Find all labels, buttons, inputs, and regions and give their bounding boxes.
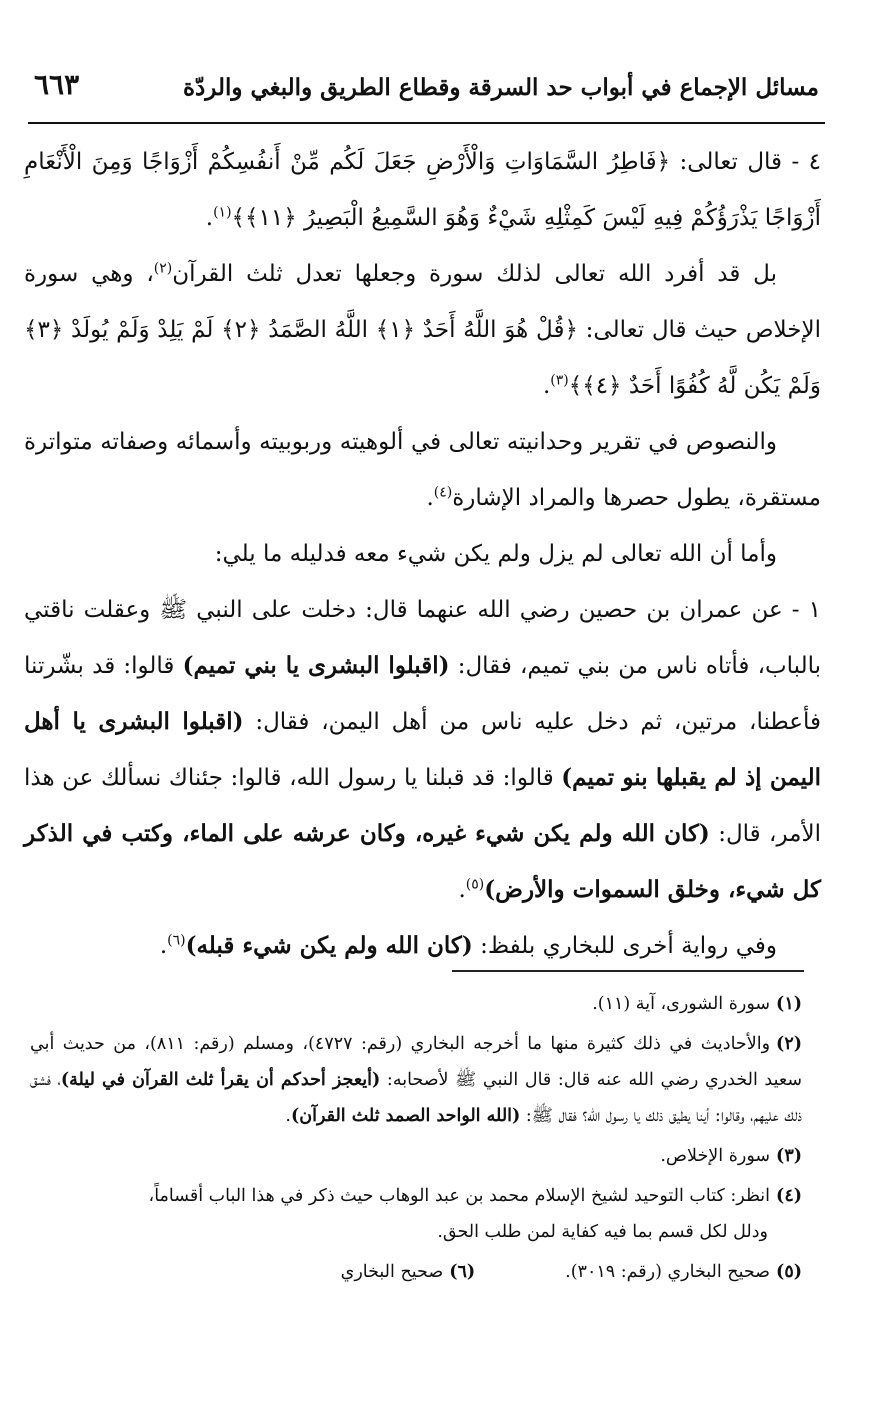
- hadith-text-a: ١ - عن عمران بن حصين رضي الله عنهما قال: دخلت على النبي ﷺ وعقلت ناقتي بالباب، فأتاه ناس من بني تميم، فقال:: [24, 597, 822, 679]
- footnote-6-text: صحيح البخاري: [340, 1262, 444, 1282]
- footnote-ref-5: (٥): [465, 876, 485, 893]
- footnote-5-6-row: [30, 1254, 802, 1290]
- footnote-1: [30, 986, 802, 1022]
- narration-quote: (كان الله ولم يكن شيء قبله): [185, 932, 473, 959]
- footnote-2-text-e: .: [285, 1106, 291, 1126]
- hadith-quote-yemen: (اقبلوا البشرى يا أهل اليمن إذ لم يقبلها بنو تميم): [24, 708, 821, 791]
- paragraph-hadith-imran: ١ - عن عمران بن حصين رضي الله عنهما قال: دخلت على النبي ﷺ وعقلت ناقتي بالباب، فأتاه ناس من بني تميم، فقال: (اقبلوا البشرى يا بني تميم) قالوا: قد بشّرتنا فأعطنا، مرتين، ثم دخل عليه ناس من أهل اليمن، فقال: (اقبلوا البشرى يا أهل اليمن إذ لم يقبلها بنو تميم) قالوا: قد قبلنا يا رسول الله، قالوا: جئناك نسألك عن هذا الأمر، قال: (كان الله ولم يكن شيء غيره، وكان عرشه على الماء، وكتب في الذكر كل شيء، وخلق السموات والأرض)$^{(٥)}$.: [24, 597, 822, 903]
- footnote-2-quote-b: (الله الواحد الصمد ثلث القرآن): [290, 1106, 521, 1126]
- paragraph-other-narration: وفي رواية أخرى للبخاري بلفظ: (كان الله ولم يكن شيء قبله)$^{(٦)}$.: [159, 932, 777, 959]
- footnotes: [30, 986, 802, 1294]
- texts-sentence: والنصوص في تقرير وحدانيته تعالى في ألوهيته وربوبيته وأسمائه وصفاته متواترة مستقرة، يطول حصرها والمراد الإشارة: [24, 429, 821, 511]
- footnote-3-text: سورة الإخلاص.: [660, 1146, 771, 1166]
- footnote-5-number: (٥): [776, 1262, 802, 1282]
- footnote-4-text-a: انظر: كتاب التوحيد لشيخ الإسلام محمد بن عبد الوهاب حيث ذكر في هذا الباب أقساماً،: [148, 1186, 771, 1206]
- footnote-3-number: (٣): [776, 1146, 802, 1166]
- item-4-intro: ٤ - قال تعالى:: [670, 149, 822, 175]
- ikhlas-text-b: ، وهي سورة الإخلاص حيث قال تعالى:: [24, 261, 822, 343]
- footnote-3: [30, 1138, 802, 1174]
- footnote-ref-4: (٤): [433, 484, 453, 501]
- running-title: مسائل الإجماع في أبواب حد السرقة وقطاع الطريق والبغي والردّة: [182, 74, 819, 101]
- hadith-text-e: قالوا: قد قبلنا يا رسول الله، قالوا: جئناك نسألك عن هذا الأمر، قال:: [24, 765, 821, 847]
- paragraph-ikhlas: بل قد أفرد الله تعالى لذلك سورة وجعلها تعدل ثلث القرآن$^{(٢)}$، وهي سورة الإخلاص حيث قال تعالى: ﴿قُلْ هُوَ اللَّهُ أَحَدٌ ﴿١﴾ اللَّهُ الصَّمَدُ ﴿٢﴾ لَمْ يَلِدْ وَلَمْ يُولَدْ ﴿٣﴾ وَلَمْ يَكُن لَّهُ كُفُوًا أَحَدٌ ﴿٤﴾﴾$^{(٣)}$.: [24, 260, 822, 399]
- footnote-5-text: صحيح البخاري (رقم: ٣٠١٩).: [565, 1262, 771, 1282]
- footnote-2-text-a: والأحاديث في ذلك كثيرة منها ما أخرجه البخاري (رقم: ٤٧٢٧)، ومسلم (رقم: ٨١١)، من حديث أبي سعيد الخدري رضي الله عنه قال: قال النبي ﷺ لأصحابه:: [30, 1034, 802, 1090]
- footnote-2-number: (٢): [776, 1034, 802, 1054]
- hadith-quote-main: (كان الله ولم يكن شيء غيره، وكان عرشه على الماء، وكتب في الذكر كل شيء، وخلق السموات والأرض): [24, 820, 821, 903]
- footnote-5: [565, 1254, 802, 1290]
- hadith-text-c: قالوا: قد بشّرتنا فأعطنا، مرتين، ثم دخل عليه ناس من أهل اليمن، فقال:: [24, 653, 821, 735]
- paragraph-texts: والنصوص في تقرير وحدانيته تعالى في ألوهيته وربوبيته وأسمائه وصفاته متواترة مستقرة، يطول حصرها والمراد الإشارة$^{(٤)}$.: [24, 429, 821, 511]
- narration-intro: وفي رواية أخرى للبخاري بلفظ:: [472, 933, 777, 959]
- footnote-6-number: (٦): [449, 1262, 476, 1282]
- footnote-ref-1: (١): [213, 204, 232, 221]
- footnote-ref-6: (٦): [167, 932, 186, 949]
- footnote-2-quote-a: (أيعجز أحدكم أن يقرأ ثلث القرآن في ليلة): [60, 1070, 381, 1090]
- footnote-2-text-c: ، فشق ذلك عليهم، وقالوا: أينا يطيق ذلك يا رسول الله؟ فقال ﷺ:: [30, 1070, 802, 1126]
- footnote-ref-3: (٣): [550, 372, 569, 389]
- footnote-ref-2: (٢): [153, 260, 173, 277]
- footnote-1-text: سورة الشورى، آية (١١).: [592, 994, 771, 1014]
- footnote-separator: [452, 970, 804, 972]
- paragraph-evidence-intro: وأما أن الله تعالى لم يزل ولم يكن شيء معه فدليله ما يلي:: [214, 541, 777, 567]
- footnote-4-number: (٤): [776, 1186, 802, 1206]
- quran-verse-ikhlas: ﴿قُلْ هُوَ اللَّهُ أَحَدٌ ﴿١﴾ اللَّهُ الصَّمَدُ ﴿٢﴾ لَمْ يَلِدْ وَلَمْ يُولَدْ ﴿٣﴾ وَلَمْ يَكُن لَّهُ كُفُوًا أَحَدٌ ﴿٤﴾﴾: [24, 317, 821, 399]
- paragraph-item-4: ٤ - قال تعالى: ﴿فَاطِرُ السَّمَاوَاتِ وَالْأَرْضِ جَعَلَ لَكُم مِّنْ أَنفُسِكُمْ أَزْوَاجًا وَمِنَ الْأَنْعَامِ أَزْوَاجًا يَذْرَؤُكُمْ فِيهِ لَيْسَ كَمِثْلِهِ شَيْءٌ وَهُوَ السَّمِيعُ الْبَصِيرُ ﴿١١﴾﴾$^{(١)}$.: [24, 149, 822, 231]
- quran-verse-shura: ﴿فَاطِرُ السَّمَاوَاتِ وَالْأَرْضِ جَعَلَ لَكُم مِّنْ أَنفُسِكُمْ أَزْوَاجًا وَمِنَ الْأَنْعَامِ أَزْوَاجًا يَذْرَؤُكُمْ فِيهِ لَيْسَ كَمِثْلِهِ شَيْءٌ وَهُوَ السَّمِيعُ الْبَصِيرُ ﴿١١﴾﴾: [24, 149, 821, 231]
- hadith-quote-tamim: (اقبلوا البشرى يا بني تميم): [182, 652, 450, 679]
- footnote-4-text-b: ودلل لكل قسم بما فيه كفاية لمن طلب الحق.: [437, 1222, 768, 1242]
- footnote-4: [30, 1178, 802, 1250]
- ikhlas-text-a: بل قد أفرد الله تعالى لذلك سورة وجعلها تعدل ثلث القرآن: [172, 261, 777, 287]
- footnote-6: [341, 1254, 476, 1290]
- page-number: ٦٦٣: [34, 68, 80, 101]
- footnote-1-number: (١): [776, 994, 802, 1014]
- footnote-2: [30, 1026, 802, 1134]
- page-header: [28, 62, 825, 124]
- main-text: [24, 134, 821, 974]
